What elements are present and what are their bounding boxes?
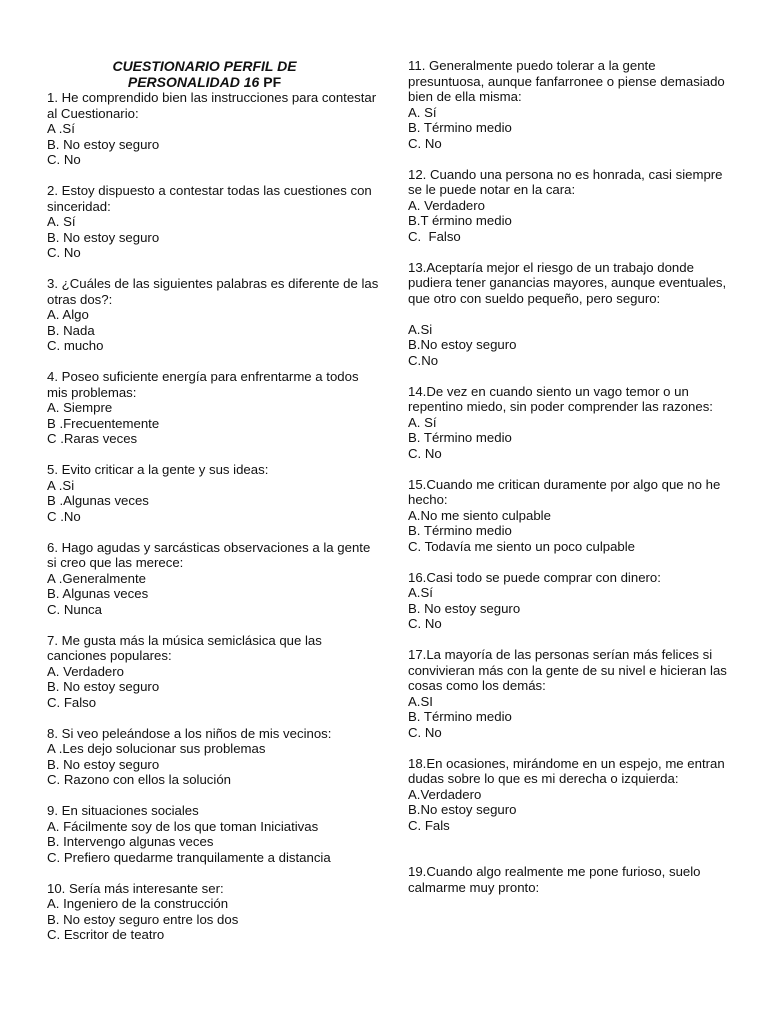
question-item xyxy=(47,726,382,788)
answer-option: C. No xyxy=(408,135,442,151)
question-item xyxy=(47,881,382,943)
question-text: 15.Cuando me critican duramente por algo que no he hecho: xyxy=(408,476,724,507)
answer-option: B .Frecuentemente xyxy=(47,415,160,431)
question-item xyxy=(47,183,382,261)
answer-option: A. Verdadero xyxy=(408,197,485,213)
answer-option: A.Si xyxy=(408,321,433,337)
answer-option: A.No me siento culpable xyxy=(408,507,551,523)
question-text: 5. Evito criticar a la gente y sus ideas: xyxy=(47,462,269,477)
question-text: 13.Aceptaría mejor el riesgo de un trabajo donde pudiera tener ganancias mayores, aunque eventuales, que otro con sueldo pequeño, pero seguro: xyxy=(408,259,730,306)
answer-option: C. Nunca xyxy=(47,601,102,617)
question-text: 12. Cuando una persona no es honrada, casi siempre se le puede notar en la cara: xyxy=(408,166,727,197)
question-text: 14.De vez en cuando siento un vago temor o un repentino miedo, sin poder comprender las razones: xyxy=(408,383,713,414)
answer-option: A. Algo xyxy=(47,307,89,322)
answer-option: A.Verdadero xyxy=(408,786,482,802)
question-item xyxy=(47,633,382,711)
title-line-1: CUESTIONARIO PERFIL DE xyxy=(112,58,297,74)
answer-option: C. No xyxy=(408,445,442,461)
answer-option: C .No xyxy=(47,508,81,524)
answer-option: B. Algunas veces xyxy=(47,586,149,601)
question-text: 4. Poseo suficiente energía para enfrentarme a todos mis problemas: xyxy=(47,369,363,400)
question-item xyxy=(408,260,728,369)
question-text: 7. Me gusta más la música semiclásica que las canciones populares: xyxy=(47,632,326,663)
question-item xyxy=(408,570,728,632)
title-line-2 xyxy=(47,74,362,90)
question-item xyxy=(47,276,382,354)
right-column xyxy=(408,58,731,911)
answer-option: B .Algunas veces xyxy=(47,493,149,508)
answer-option: B. No estoy seguro xyxy=(408,600,521,616)
right-question-list xyxy=(408,58,731,895)
answer-option: B.No estoy seguro xyxy=(408,337,517,352)
question-text: 18.En ocasiones, mirándome en un espejo, me entran dudas sobre lo que es mi derecha o izquierda: xyxy=(408,755,729,786)
title-line-2-suffix: PF xyxy=(259,74,282,90)
answer-option: C.No xyxy=(408,352,439,368)
question-item xyxy=(47,90,382,168)
answer-option: C. Escritor de teatro xyxy=(47,927,165,942)
answer-option: B. No estoy seguro xyxy=(47,229,160,245)
answer-option: A .Sí xyxy=(47,121,75,136)
answer-option: B. Término medio xyxy=(408,523,512,538)
left-question-list xyxy=(47,90,382,943)
answer-option: A. Siempre xyxy=(47,400,113,415)
question-text: 10. Sería más interesante ser: xyxy=(47,880,224,896)
question-item xyxy=(47,369,382,447)
answer-option: B. Nada xyxy=(47,322,95,338)
answer-option: C. Prefiero quedarme tranquilamente a distancia xyxy=(47,849,331,865)
question-item xyxy=(47,803,382,865)
answer-option: A. Verdadero xyxy=(47,663,124,679)
document-title xyxy=(47,58,362,90)
answer-option: A. Sí xyxy=(408,414,437,430)
answer-option: C. Fals xyxy=(408,817,450,833)
answer-option: B. Término medio xyxy=(408,709,512,724)
question-text: 16.Casi todo se puede comprar con dinero: xyxy=(408,569,661,585)
question-text: 1. He comprendido bien las instrucciones para contestar al Cuestionario: xyxy=(47,90,380,121)
answer-option: A .Les dejo solucionar sus problemas xyxy=(47,741,266,756)
answer-option: C. Razono con ellos la solución xyxy=(47,772,231,787)
answer-option: A. Fácilmente soy de los que toman Iniciativas xyxy=(47,818,319,834)
answer-option: B.T érmino medio xyxy=(408,213,512,228)
question-item xyxy=(408,647,731,740)
question-text: 2. Estoy dispuesto a contestar todas las cuestiones con sinceridad: xyxy=(47,183,376,214)
answer-option: C. No xyxy=(47,152,81,167)
answer-option: B.No estoy seguro xyxy=(408,802,517,817)
question-item xyxy=(408,167,728,245)
title-line-2-main: PERSONALIDAD 16 xyxy=(127,74,260,90)
answer-option: B. Término medio xyxy=(408,120,512,135)
answer-option: B. No estoy seguro xyxy=(47,756,160,772)
answer-option: A .Generalmente xyxy=(47,570,146,586)
answer-option: B. Término medio xyxy=(408,430,512,445)
question-text: 19.Cuando algo realmente me pone furioso, suelo calmarme muy pronto: xyxy=(408,864,705,895)
question-item xyxy=(408,477,728,555)
answer-option: A.Sí xyxy=(408,585,433,600)
answer-option: B. No estoy seguro xyxy=(47,679,160,694)
answer-option: C. No xyxy=(408,724,442,740)
answer-option: C. Falso xyxy=(47,694,97,710)
answer-option: C. mucho xyxy=(47,338,104,353)
question-item xyxy=(47,540,382,618)
answer-option: C. Falso xyxy=(408,228,461,244)
answer-option: C. Todavía me siento un poco culpable xyxy=(408,538,636,554)
question-text: 11. Generalmente puedo tolerar a la gente presuntuosa, aunque fanfarronee o piense demasiado bien de ella misma: xyxy=(408,58,729,104)
question-text: 9. En situaciones sociales xyxy=(47,803,199,818)
question-item xyxy=(47,462,382,524)
answer-option: A. Ingeniero de la construcción xyxy=(47,896,229,911)
answer-option: A. Sí xyxy=(47,214,76,229)
answer-option: C. No xyxy=(47,245,81,260)
question-item xyxy=(408,384,728,462)
answer-option: B. Intervengo algunas veces xyxy=(47,834,214,849)
answer-option: A .Si xyxy=(47,477,75,493)
answer-option: B. No estoy seguro xyxy=(47,136,160,152)
question-item xyxy=(408,864,728,895)
question-text: 6. Hago agudas y sarcásticas observaciones a la gente si creo que las merece: xyxy=(47,539,374,570)
answer-option: C. No xyxy=(408,616,442,631)
question-item xyxy=(408,58,728,151)
blank-line xyxy=(408,306,728,322)
question-text: 3. ¿Cuáles de las siguientes palabras es diferente de las otras dos?: xyxy=(47,276,383,307)
question-text: 17.La mayoría de las personas serían más felices si convivieran más con la gente de su nivel e hicieran las cosas como los demás: xyxy=(408,647,731,693)
question-item xyxy=(408,756,728,834)
question-text: 8. Si veo peleándose a los niños de mis vecinos: xyxy=(47,725,332,741)
answer-option: B. No estoy seguro entre los dos xyxy=(47,911,239,927)
answer-option: A.SI xyxy=(408,693,433,709)
answer-option: C .Raras veces xyxy=(47,431,138,446)
answer-option: A. Sí xyxy=(408,104,437,120)
left-column xyxy=(47,58,382,958)
